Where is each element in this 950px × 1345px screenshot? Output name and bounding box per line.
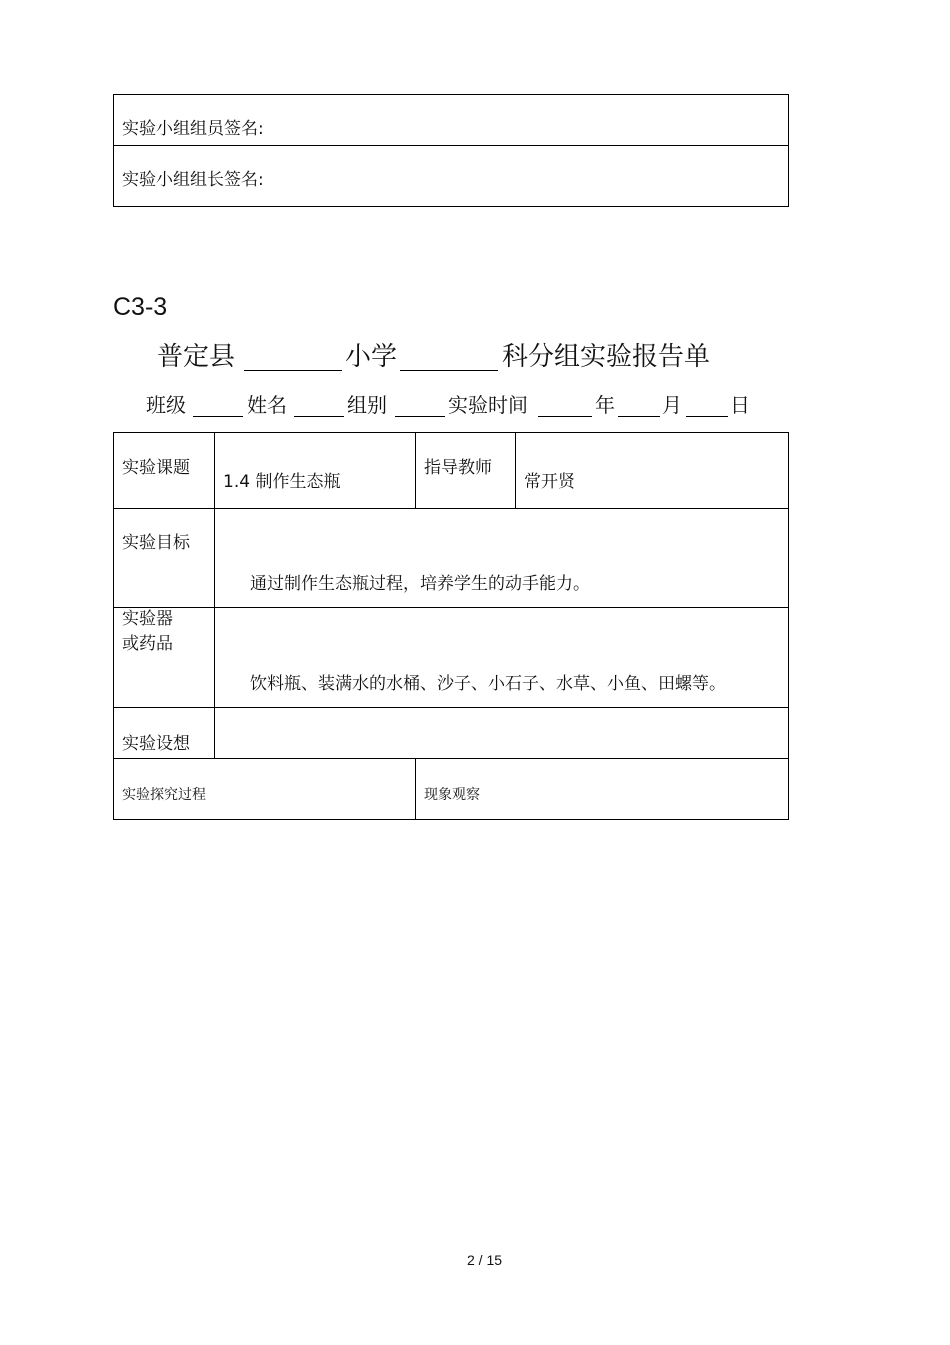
goal-value: 通过制作生态瓶过程，培养学生的动手能力。	[250, 574, 590, 594]
year-blank	[538, 416, 592, 417]
name-label: 姓名	[247, 393, 287, 417]
year-label: 年	[595, 393, 615, 417]
title-county: 普定县	[157, 342, 236, 372]
class-blank	[193, 416, 243, 417]
member-signature-label: 实验小组组员签名:	[122, 119, 264, 139]
name-blank	[294, 416, 344, 417]
group-label: 组别	[347, 393, 387, 417]
process-label: 实验探究过程	[122, 787, 206, 803]
teacher-label: 指导教师	[424, 458, 492, 478]
title-blank-1	[244, 370, 342, 371]
class-label: 班级	[146, 393, 186, 417]
month-label: 月	[662, 393, 682, 417]
group-blank	[395, 416, 445, 417]
section-code: C3-3	[113, 293, 168, 321]
topic-label: 实验课题	[122, 458, 190, 478]
teacher-value: 常开贤	[524, 472, 575, 492]
title-blank-2	[400, 370, 498, 371]
equipment-label-line2: 或药品	[122, 634, 173, 654]
leader-signature-label: 实验小组组长签名:	[122, 170, 264, 190]
hypothesis-label: 实验设想	[122, 734, 190, 754]
month-blank	[618, 416, 660, 417]
day-label: 日	[730, 393, 750, 417]
goal-label: 实验目标	[122, 533, 190, 553]
topic-value: 1.4 制作生态瓶	[223, 472, 341, 492]
time-label: 实验时间	[448, 393, 528, 417]
observation-label: 现象观察	[424, 787, 480, 803]
equipment-value: 饮料瓶、装满水的水桶、沙子、小石子、水草、小鱼、田螺等。	[250, 674, 726, 694]
equipment-label-line1: 实验器	[122, 609, 173, 629]
title-subject: 科分组实验报告单	[502, 342, 711, 372]
page-number: 2 / 15	[467, 1252, 503, 1268]
title-school: 小学	[345, 342, 398, 372]
day-blank	[686, 416, 728, 417]
